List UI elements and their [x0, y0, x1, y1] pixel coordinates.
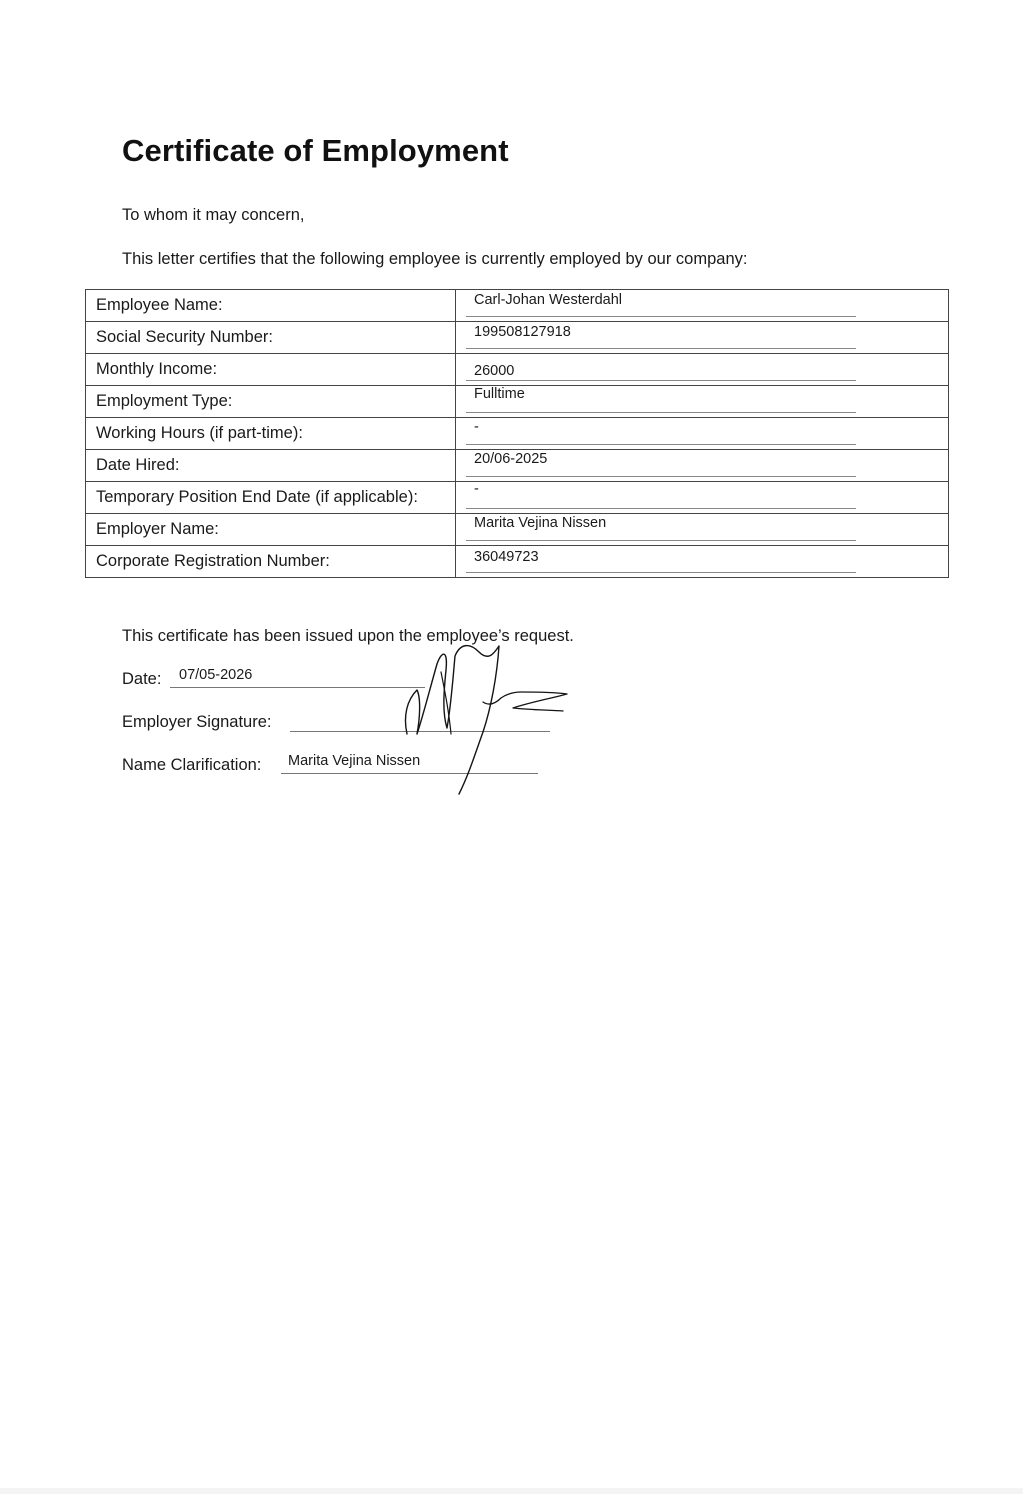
- fill-line: [466, 380, 856, 381]
- table-row: [86, 290, 949, 322]
- table-row: [86, 322, 949, 354]
- intro-paragraph: This letter certifies that the following employee is currently employed by our company:: [122, 250, 748, 268]
- field-label: Monthly Income:: [86, 354, 456, 386]
- date-value: 07/05-2026: [179, 667, 253, 683]
- field-value: 199508127918: [474, 324, 571, 340]
- field-value: 26000: [474, 363, 515, 379]
- issued-note: This certificate has been issued upon the employee’s request.: [122, 627, 574, 645]
- field-value: Carl-Johan Westerdahl: [474, 292, 623, 308]
- fill-line: [466, 540, 856, 541]
- field-value-cell: [456, 450, 949, 482]
- table-row: [86, 482, 949, 514]
- field-value: 20/06-2025: [474, 451, 548, 467]
- signature-row: [122, 713, 272, 732]
- greeting: To whom it may concern,: [122, 206, 305, 224]
- fill-line: [466, 508, 856, 509]
- field-value-cell: [456, 290, 949, 322]
- date-line: [170, 687, 425, 688]
- field-value-cell: [456, 418, 949, 450]
- field-label: Employer Name:: [86, 514, 456, 546]
- fill-line: [466, 572, 856, 573]
- employer-signature-label: Employer Signature:: [122, 713, 272, 731]
- field-value-cell: [456, 354, 949, 386]
- table-row: [86, 418, 949, 450]
- page-bottom-edge: [0, 1488, 1023, 1494]
- field-value-cell: [456, 514, 949, 546]
- field-label: Corporate Registration Number:: [86, 546, 456, 578]
- fill-line: [466, 348, 856, 349]
- name-clarification-label: Name Clarification:: [122, 756, 262, 774]
- field-label: Working Hours (if part-time):: [86, 418, 456, 450]
- table-row: [86, 514, 949, 546]
- table-row: [86, 450, 949, 482]
- name-clarification-row: [122, 756, 261, 775]
- date-row: [122, 670, 161, 689]
- date-label: Date:: [122, 670, 162, 688]
- table-row: [86, 386, 949, 418]
- field-label: Employee Name:: [86, 290, 456, 322]
- field-label: Social Security Number:: [86, 322, 456, 354]
- field-value-cell: [456, 322, 949, 354]
- field-value: Fulltime: [474, 386, 525, 402]
- table-row: [86, 546, 949, 578]
- fill-line: [466, 412, 856, 413]
- document-title: Certificate of Employment: [122, 133, 509, 168]
- field-label: Temporary Position End Date (if applicable):: [86, 482, 456, 514]
- fill-line: [466, 476, 856, 477]
- field-value-cell: [456, 546, 949, 578]
- field-value-cell: [456, 482, 949, 514]
- field-value: Marita Vejina Nissen: [474, 515, 607, 531]
- field-label: Date Hired:: [86, 450, 456, 482]
- handwritten-signature: [395, 632, 580, 802]
- field-value: -: [474, 419, 479, 435]
- field-label: Employment Type:: [86, 386, 456, 418]
- name-clarification-value: Marita Vejina Nissen: [288, 753, 421, 769]
- fill-line: [466, 316, 856, 317]
- employee-details-table: [85, 289, 949, 578]
- field-value: 36049723: [474, 549, 539, 565]
- fill-line: [466, 444, 856, 445]
- field-value-cell: [456, 386, 949, 418]
- field-value: -: [474, 481, 479, 497]
- table-row: [86, 354, 949, 386]
